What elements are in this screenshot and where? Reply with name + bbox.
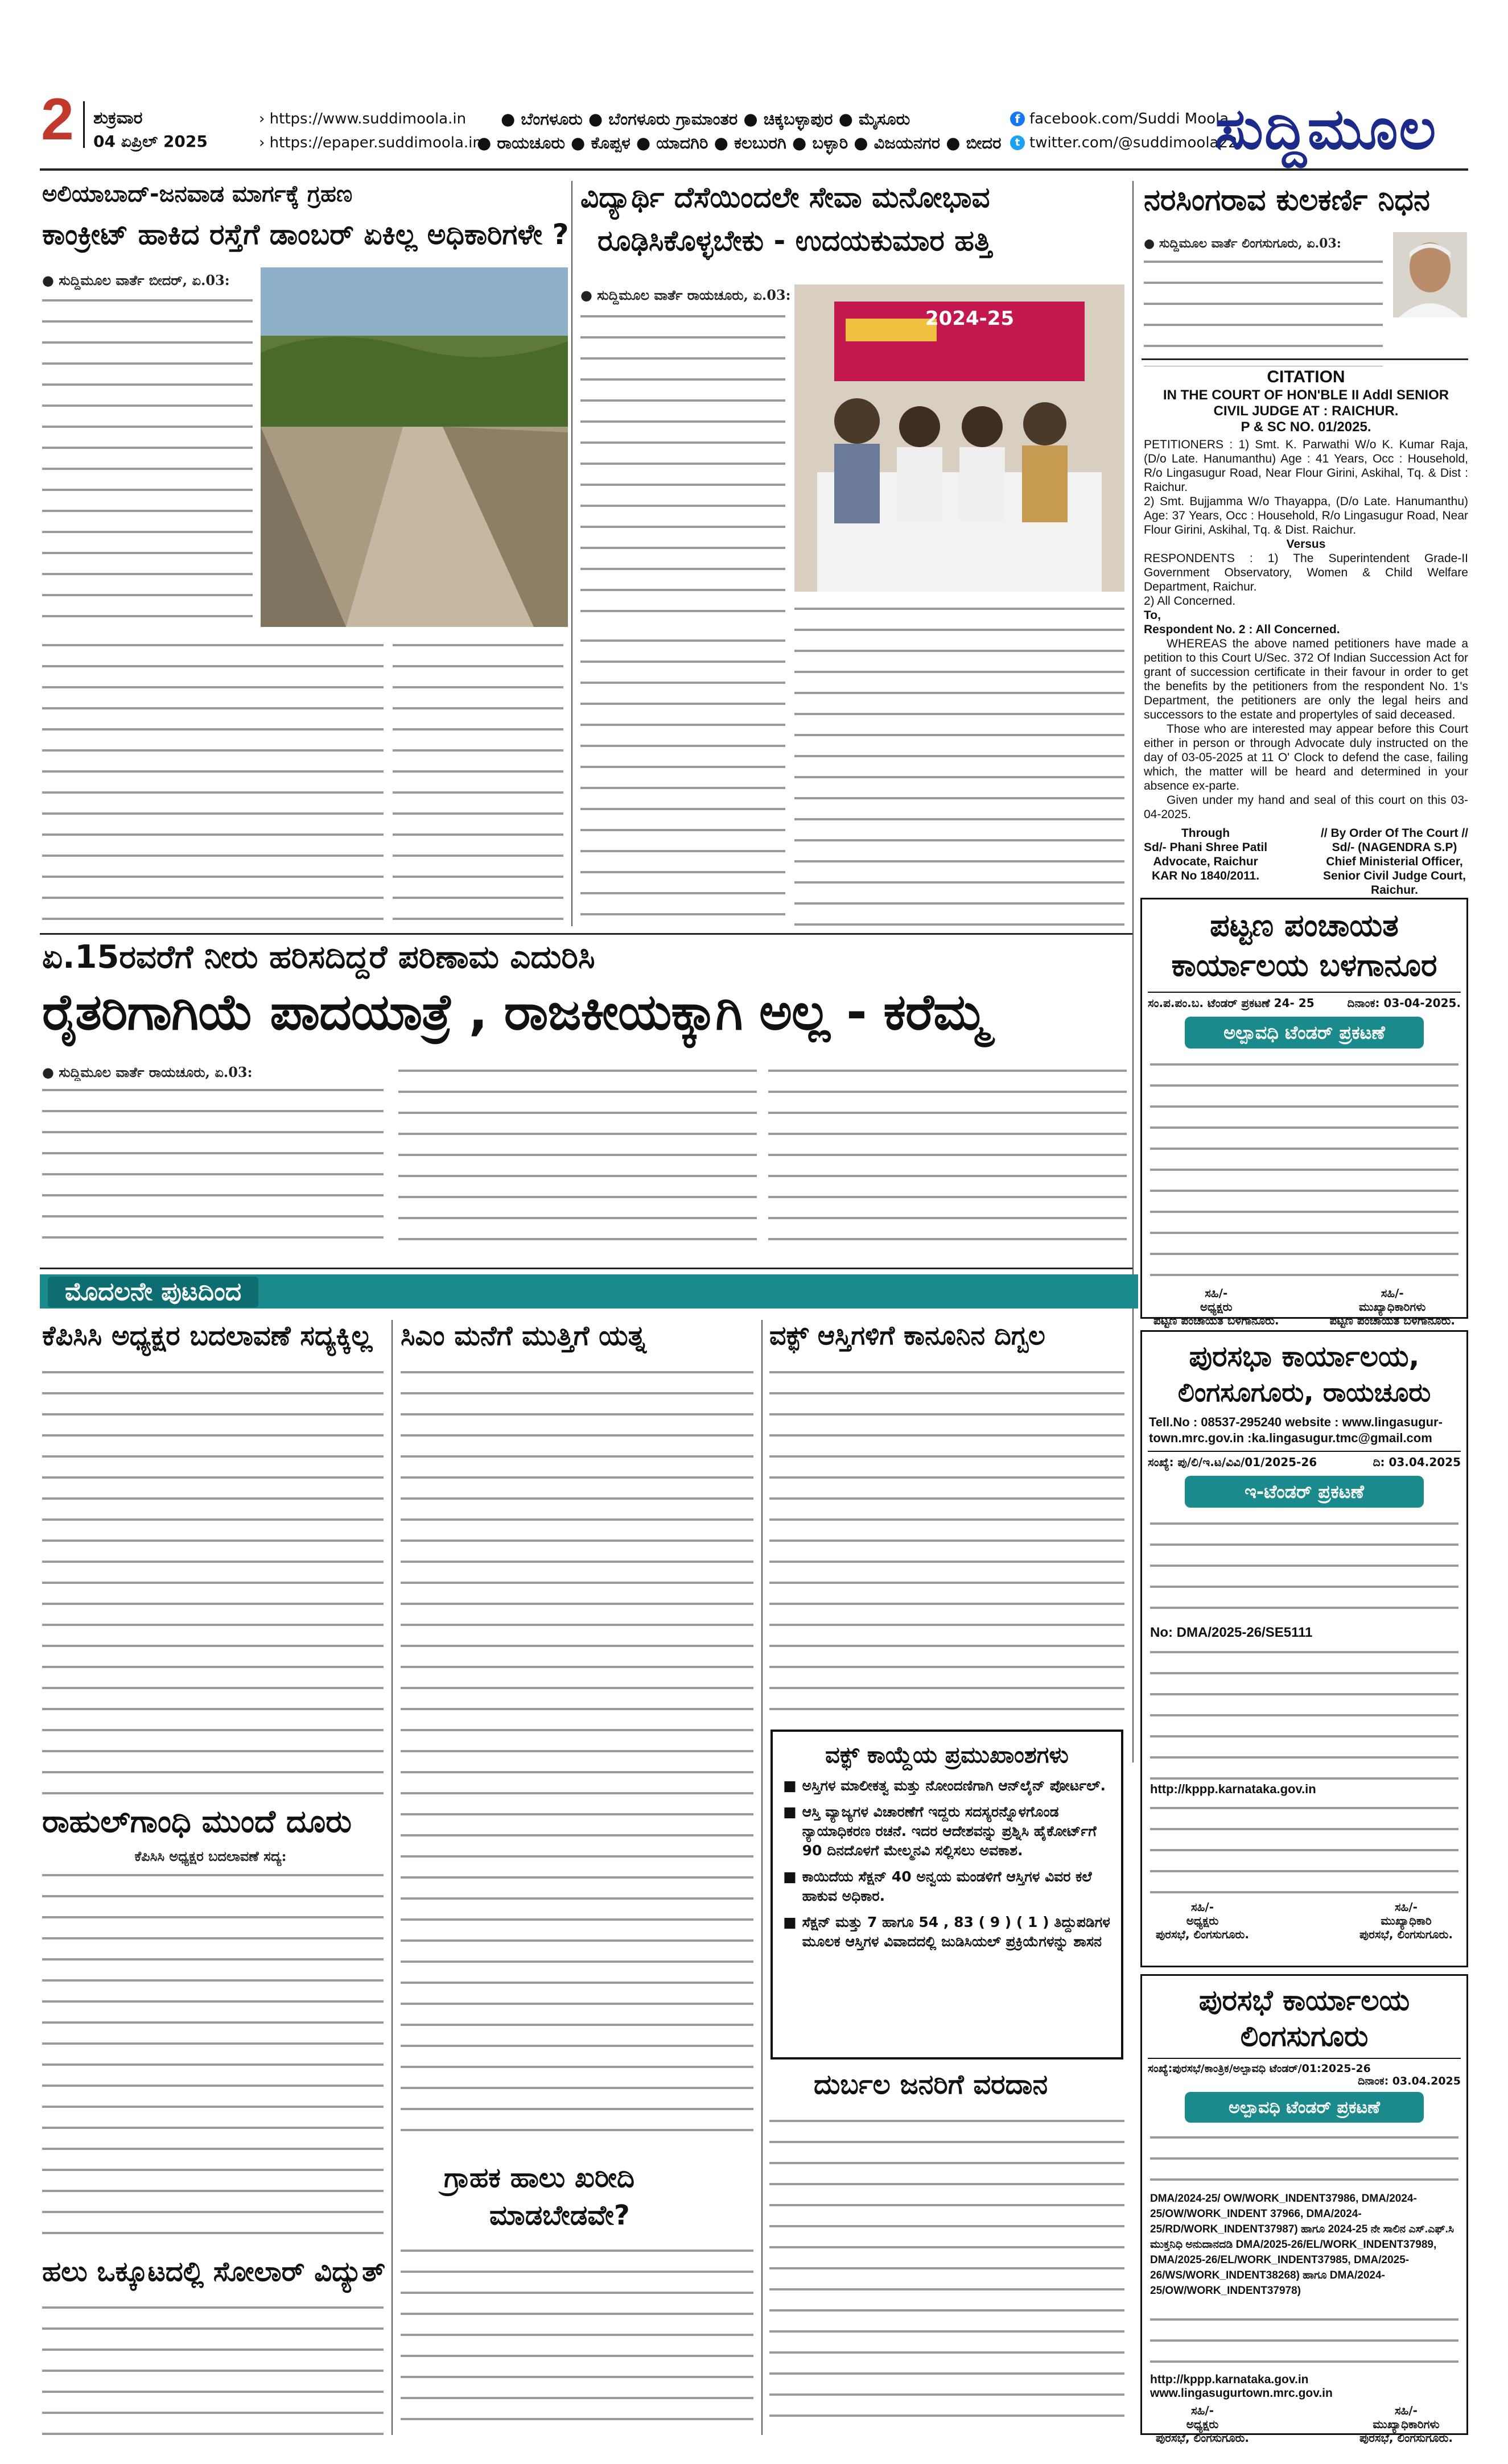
- story1-byline: ● ಸುದ್ದಿಮೂಲ ವಾರ್ತೆ ಬೀದರ್, ಏ.03:: [42, 272, 230, 288]
- nav-city[interactable]: ● ಬೀದರ: [946, 133, 1002, 152]
- ad1-title-line1: ಪಟ್ಟಣ ಪಂಚಾಯತ: [1210, 907, 1399, 943]
- citation-versus: Versus: [1286, 538, 1326, 551]
- obituary-portrait: [1393, 232, 1467, 317]
- story3-headline: ನರಸಿಂಗರಾವ ಕುಲಕರ್ಣಿ ನಿಧನ: [1144, 183, 1430, 217]
- waqf-box-title: ವಕ್ಫ್ ಕಾಯ್ದೆಯ ಪ್ರಮುಖಾಂಶಗಳು: [825, 1742, 1069, 1768]
- nav-city[interactable]: ● ಚಿಕ್ಕಬಳ್ಳಾಪುರ: [743, 109, 833, 129]
- citation-petitioner2: 2) Smt. Bujjamma W/o Thayappa, (D/o Late. Hanumanthu) Age: 37 Years, Occ : Household, R/o Lingasugur Road, Near Flour Girini, Askihal, Tq. & Dist. Raichur.: [1144, 495, 1468, 536]
- story2-body-right: [794, 600, 1124, 930]
- nav-city[interactable]: ● ಕಲಬುರಗಿ: [714, 133, 786, 152]
- header-rule: [40, 168, 1468, 171]
- masthead-logo: ಸುದ್ದಿಮೂಲ: [1215, 96, 1437, 162]
- rahul-subhead: ಕೆಪಿಸಿಸಿ ಅಧ್ಯಕ್ಷರ ಬದಲಾವಣೆ ಸದ್ಯ:: [134, 1848, 287, 1864]
- ad1-body: [1150, 1055, 1458, 1283]
- section-rule: [40, 1268, 1132, 1269]
- ad3-body-mid: [1150, 2310, 1458, 2373]
- ad2-url[interactable]: http://kppp.karnataka.gov.in: [1150, 1782, 1316, 1796]
- ad3-title-line1: ಪುರಸಭೆ ಕಾರ್ಯಾಲಯ: [1198, 1984, 1410, 2017]
- facebook-icon: f: [1010, 112, 1025, 126]
- ad2-ref: ಸಂಖ್ಯೆ: ಪು/ಲಿ/ಇ.ಟ/ವಿವಿ/01/2025-26: [1148, 1455, 1317, 1469]
- ad2-date: ದಿ: 03.04.2025: [1373, 1455, 1461, 1469]
- city-nav-row2: [477, 133, 1002, 153]
- ad3-date: ದಿನಾಂಕ: 03.04.2025: [1358, 2075, 1461, 2087]
- column-divider: [761, 1320, 763, 2435]
- story2-body-bottom: [580, 632, 785, 927]
- road-photo: [261, 267, 568, 627]
- lead-top-rule: [40, 933, 1132, 935]
- tender-ad-lingasugur-etender: [1140, 1330, 1468, 1967]
- nav-city[interactable]: ● ಮೈಸೂರು: [838, 109, 910, 129]
- lead-headline: ರೈತರಿಗಾಗಿಯೆ ಪಾದಯಾತ್ರೆ , ರಾಜಕೀಯಕ್ಕಾಗಿ ಅಲ್ಲ - ಕರೆಮ್ಮ: [42, 983, 987, 1041]
- waqf-headline: ವಕ್ಫ್ ಆಸ್ತಿಗಳಿಗೆ ಕಾನೂನಿನ ದಿಗ್ಬಲ: [769, 1320, 1045, 1351]
- story3-body: [1144, 253, 1383, 366]
- waqf-box-point: ■ ಆಸ್ತಿ ವ್ಯಾಜ್ಯಗಳ ವಿಚಾರಣೆಗೆ ಇದ್ದರು ಸದಸ್ಯರನ್ನೊಳಗೊಂಡ ನ್ಯಾಯಾಧಿಕರಣ ರಚನೆ. ಇದರ ಆದೇಶವನ್ನು ಪ್ರಶ್ನಿಸಿ ಹೈಕೋರ್ಟ್‌ಗೆ 90 ದಿನದೊಳಗೆ ಮೇಲ್ಮನವಿ ಸಲ್ಲಿಸಲು ಅವಕಾಶ.: [783, 1802, 1111, 1860]
- lead-byline: ● ಸುದ್ದಿಮೂಲ ವಾರ್ತೆ ರಾಯಚೂರು, ಏ.03:: [42, 1064, 253, 1080]
- ad3-body-top: [1150, 2128, 1458, 2191]
- solar-body: [42, 2298, 384, 2435]
- milk-body: [401, 2242, 753, 2435]
- website-link[interactable]: › https://www.suddimoola.in: [259, 110, 467, 127]
- ad3-sign-right: ಸಹಿ/- ಮುಖ್ಯಾಧಿಕಾರಿಗಳು ಪುರಸಭೆ, ಲಿಂಗಸುಗೂರು.: [1359, 2404, 1453, 2445]
- cm-body: [401, 1363, 753, 2131]
- citation-petitioners: PETITIONERS : 1) Smt. K. Parwathi W/o K. Kumar Raja, (D/o Late. Hanumanthu) Age : 41 Years, Occ : Household, R/o Lingasugur Road, Near Flour Girini, Askihal, Tq. & Dist : Raichur.: [1144, 438, 1468, 494]
- section-band-label: ಮೊದಲನೇ ಪುಟದಿಂದ: [48, 1277, 258, 1307]
- photo-banner-text: 2024-25: [925, 307, 1015, 330]
- story1-body-top: [42, 291, 253, 627]
- ad1-title-line2: ಕಾರ್ಯಾಲಯ ಬಳಗಾನೂರ: [1171, 947, 1437, 983]
- waqf-box-point: ■ ಅಸ್ತಿಗಳ ಮಾಲೀಕತ್ವ ಮತ್ತು ನೋಂದಣಿಗಾಗಿ ಆನ್‌ಲೈನ್ ಪೋರ್ಟಲ್.: [783, 1776, 1111, 1796]
- lead-body-col2: [398, 1062, 757, 1252]
- citation-notice: [1144, 367, 1468, 897]
- citation-advocate-sign: Through Sd/- Phani Shree Patil Advocate, Raichur KAR No 1840/2011.: [1144, 827, 1268, 882]
- ad3-band: ಅಲ್ಪಾವಧಿ ಟೆಂಡರ್ ಪ್ರಕಟಣೆ: [1185, 2092, 1424, 2123]
- ad1-date: ದಿನಾಂಕ: 03-04-2025.: [1347, 996, 1461, 1010]
- ad1-ref: ಸಂ.ಪ.ಪಂ.ಬ. ಟೆಂಡರ್ ಪ್ರಕಟಣೆ 24- 25: [1148, 996, 1315, 1010]
- nav-city[interactable]: ● ಬೆಂಗಳೂರು ಗ್ರಾಮಾಂತರ: [588, 109, 738, 129]
- issue-day: ಶುಕ್ರವಾರ: [93, 108, 143, 128]
- story2-body-left: [580, 307, 785, 626]
- ad2-contact: Tell.No : 08537-295240 website : www.lingasugur-town.mrc.gov.in :ka.lingasugur.tmc@gmail.com: [1149, 1415, 1443, 1445]
- ad3-url[interactable]: http://kppp.karnataka.gov.in: [1150, 2373, 1309, 2386]
- story2-byline: ● ಸುದ್ದಿಮೂಲ ವಾರ್ತೆ ರಾಯಚೂರು, ಏ.03:: [580, 287, 791, 303]
- story2-headline-line1: ವಿದ್ಯಾರ್ಥಿ ದೆಸೆಯಿಂದಲೇ ಸೇವಾ ಮನೋಭಾವ: [580, 181, 990, 214]
- chevron-right-icon: ›: [259, 110, 270, 127]
- header-divider: [83, 101, 85, 148]
- ad2-title-line2: ಲಿಂಗಸೂಗೂರು, ರಾಯಚೂರು: [1177, 1377, 1431, 1408]
- ad3-website[interactable]: www.lingasugurtown.mrc.gov.in: [1150, 2387, 1333, 2400]
- ad1-band: ಅಲ್ಪಾವಧಿ ಟೆಂಡರ್ ಪ್ರಕಟಣೆ: [1185, 1017, 1424, 1049]
- waqf-body: [769, 1363, 1124, 1722]
- citation-body2: Those who are interested may appear before this Court either in person or through Advocate duly instructed on the day of 03-05-2025 at 11 O' Clock to defend the case, failing which, the matter will be heard and determined in your absence ex-parte.: [1144, 723, 1468, 793]
- milk-headline-line2: ಮಾಡಬೇಡವೇ?: [489, 2199, 630, 2231]
- waqf-box-point: ■ ಸೆಕ್ಷನ್ ಮತ್ತು 7 ಹಾಗೂ 54 , 83 ( 9 ) ( 1 ) ತಿದ್ದುಪಡಿಗಳ ಮೂಲಕ ಆಸ್ತಿಗಳ ವಿವಾದದಲ್ಲಿ ಜುಡಿಸಿಯಲ್ ಪ್ರಕ್ರಿಯೆಗಳನ್ನು ಶಾಸನ: [783, 1913, 1111, 1951]
- column-divider: [1132, 181, 1134, 1763]
- facebook-link[interactable]: f facebook.com/Suddi Moola: [1010, 110, 1229, 127]
- story3-byline: ● ಸುದ್ದಿಮೂಲ ವಾರ್ತೆ ಲಿಂಗಸುಗೂರು, ಏ.03:: [1144, 236, 1341, 251]
- square-bullet-icon: ■: [783, 1868, 797, 1885]
- ad2-sign-left: ಸಹಿ/- ಅಧ್ಯಕ್ಷರು ಪುರಸಭೆ, ಲಿಂಗಸುಗೂರು.: [1156, 1900, 1250, 1941]
- ad2-body-mid: [1150, 1643, 1458, 1780]
- citation-body3: Given under my hand and seal of this court on this 03-04-2025.: [1144, 794, 1468, 821]
- ad2-band: ಇ-ಟೆಂಡರ್ ಪ್ರಕಟಣೆ: [1185, 1476, 1424, 1508]
- ad3-sign-left: ಸಹಿ/- ಅಧ್ಯಕ್ಷರು ಪುರಸಭೆ, ಲಿಂಗಸುಗೂರು.: [1156, 2404, 1250, 2445]
- lead-body-col3: [768, 1062, 1127, 1252]
- waqf-box-point: ■ ಕಾಯಿದೆಯ ಸೆಕ್ಷನ್ 40 ಅನ್ವಯ ಮಂಡಳಿಗೆ ಆಸ್ತಿಗಳ ವಿವರ ಕಲೆ ಹಾಕುವ ಅಧಿಕಾರ.: [783, 1867, 1111, 1906]
- issue-date: 04 ಏಪ್ರಿಲ್ 2025: [93, 132, 208, 151]
- durbala-body: [769, 2112, 1124, 2435]
- story1-body-bottom: [42, 636, 384, 932]
- solar-headline: ಹಲು ಒಕ್ಕೂಟದಲ್ಲಿ ಸೋಲಾರ್ ವಿದ್ಯುತ್: [42, 2256, 386, 2288]
- ad2-highlight: No: DMA/2025-26/SE5111: [1150, 1625, 1313, 1640]
- citation-respondent-no2: Respondent No. 2 : All Concerned.: [1144, 623, 1340, 636]
- citation-body: WHEREAS the above named petitioners have made a petition to this Court U/Sec. 372 Of Indian Succession Act for grant of succession certificate in their favour in order to get the benefits by the petitioners from the respondent No. 1's Department, the petitioners are only the legal heirs and successors to the estate and propertyles of said deceased.: [1144, 637, 1468, 721]
- lead-kicker: ಏ.15ರವರೆಗೆ ನೀರು ಹರಿಸದಿದ್ದರೆ ಪರಿಣಾಮ ಎದುರಿಸಿ: [42, 939, 595, 976]
- event-photo: [794, 284, 1124, 592]
- page-number: 2: [41, 86, 74, 152]
- citation-court-sign: // By Order Of The Court // Sd/- (NAGENDRA S.P) Chief Ministerial Officer, Senior Civil Judge Court, Raichur.: [1320, 827, 1468, 897]
- city-nav-row1: [501, 109, 910, 129]
- story1-body-col2: [393, 636, 563, 932]
- citation-court: IN THE COURT OF HON'BLE II Addl SENIOR CIVIL JUDGE AT : RAICHUR.: [1163, 387, 1449, 419]
- column-divider: [571, 181, 572, 926]
- ad2-sign-right: ಸಹಿ/- ಮುಖ್ಯಾಧಿಕಾರಿ ಪುರಸಭೆ, ಲಿಂಗಸುಗೂರು.: [1359, 1900, 1453, 1941]
- rahul-headline: ರಾಹುಲ್‌ಗಾಂಧಿ ಮುಂದೆ ದೂರು: [42, 1803, 352, 1839]
- durbala-headline: ದುರ್ಬಲ ಜನರಿಗೆ ವರದಾನ: [814, 2069, 1048, 2100]
- story1-headline: ಕಾಂಕ್ರೀಟ್ ಹಾಕಿದ ರಸ್ತೆಗೆ ಡಾಂಬರ್ ಏಕಿಲ್ಲ ಅಧಿಕಾರಿಗಳೇ ?: [42, 218, 569, 251]
- square-bullet-icon: ■: [783, 1914, 797, 1930]
- tender-ad-lingasugur-short: [1140, 1974, 1468, 2445]
- citation-to: To,: [1144, 609, 1161, 622]
- rahul-body: [42, 1866, 384, 2253]
- citation-title: CITATION: [1267, 368, 1345, 386]
- tender-ad-balaganur: [1140, 898, 1468, 1327]
- ad2-body-top: [1150, 1514, 1458, 1623]
- ad3-title-line2: ಲಿಂಗಸುಗೂರು: [1240, 2020, 1369, 2053]
- epaper-link[interactable]: › https://epaper.suddimoola.in: [259, 134, 482, 151]
- kpcc-headline: ಕೆಪಿಸಿಸಿ ಅಧ್ಯಕ್ಷರ ಬದಲಾವಣೆ ಸದ್ಯಕ್ಕಿಲ್ಲ: [42, 1320, 373, 1352]
- citation-respondents2: 2) All Concerned.: [1144, 595, 1236, 608]
- waqf-highlights-box: [771, 1730, 1123, 2059]
- ad1-sign-right: ಸಹಿ/- ಮುಖ್ಯಾಧಿಕಾರಿಗಳು ಪಟ್ಟಣ ಪಂಚಾಯತ ಬಳಗಾನೂರು.: [1329, 1286, 1455, 1327]
- ad2-body-bottom: [1150, 1799, 1458, 1896]
- square-bullet-icon: ■: [783, 1803, 797, 1820]
- milk-headline-line1: ಗ್ರಾಹಕ ಹಾಲು ಖರೀದಿ: [444, 2162, 635, 2194]
- ad3-indents: DMA/2024-25/ OW/WORK_INDENT37986, DMA/2024-25/OW/WORK_INDENT 37966, DMA/2024-25/RD/WORK_INDENT37987) ಹಾಗೂ 2024-25 ನೇ ಸಾಲಿನ ಎಸ್.ಎಫ್.ಸಿ ಮುಕ್ತನಿಧಿ ಅನುದಾನದಡಿ DMA/2025-26/EL/WORK_INDENT37989, DMA/2025-26/EL/WORK_INDENT37985, DMA/2025-26/WS/WORK_INDENT38268) ಹಾಗೂ DMA/2024-25/OW/WORK_INDENT37978): [1150, 2193, 1455, 2297]
- chevron-right-icon: ›: [259, 134, 270, 151]
- column-divider: [392, 1320, 393, 2435]
- twitter-icon: t: [1010, 135, 1025, 150]
- citation-respondents: RESPONDENTS : 1) The Superintendent Grade-II Government Observatory, Women & Child Welfare Department, Raichur.: [1144, 552, 1468, 593]
- story2-headline-line2: ರೂಢಿಸಿಕೊಳ್ಳಬೇಕು - ಉದಯಕುಮಾರ ಹತ್ತಿ: [598, 224, 992, 257]
- nav-city[interactable]: ● ಬೆಂಗಳೂರು: [501, 109, 583, 129]
- kpcc-body: [42, 1363, 384, 1796]
- nav-city[interactable]: ● ವಿಜಯನಗರ: [854, 133, 941, 152]
- nav-city[interactable]: ● ಕೊಪ್ಪಳ: [571, 133, 631, 152]
- nav-city[interactable]: ● ಬಳ್ಳಾರಿ: [792, 133, 848, 152]
- nav-city[interactable]: ● ರಾಯಚೂರು: [477, 133, 565, 152]
- lead-body-col1: [42, 1081, 384, 1252]
- ad3-ref: ಸಂಖ್ಯೆ:ಪುರಸಭೆ/ಕಾಂತ್ರಿಕ/ಅಲ್ಪಾವಧಿ ಟೆಂಡರ್/01:2025-26: [1148, 2062, 1371, 2075]
- story1-kicker: ಅಲಿಯಾಬಾದ್-ಜನವಾಡ ಮಾರ್ಗಕ್ಕೆ ಗ್ರಹಣ: [42, 181, 353, 207]
- square-bullet-icon: ■: [783, 1777, 797, 1794]
- citation-case: P & SC NO. 01/2025.: [1241, 419, 1371, 435]
- nav-city[interactable]: ● ಯಾದಗಿರಿ: [636, 133, 708, 152]
- cm-headline: ಸಿಎಂ ಮನೆಗೆ ಮುತ್ತಿಗೆ ಯತ್ನ: [401, 1320, 646, 1352]
- ad1-sign-left: ಸಹಿ/- ಅಧ್ಯಕ್ಷರು ಪಟ್ಟಣ ಪಂಚಾಯತ ಬಳಗಾನೂರು.: [1153, 1286, 1279, 1327]
- twitter-link[interactable]: t twitter.com/@suddimoola22: [1010, 134, 1238, 151]
- story3-rule: [1142, 358, 1468, 360]
- ad2-title-line1: ಪುರಸಭಾ ಕಾರ್ಯಾಲಯ,: [1189, 1340, 1420, 1373]
